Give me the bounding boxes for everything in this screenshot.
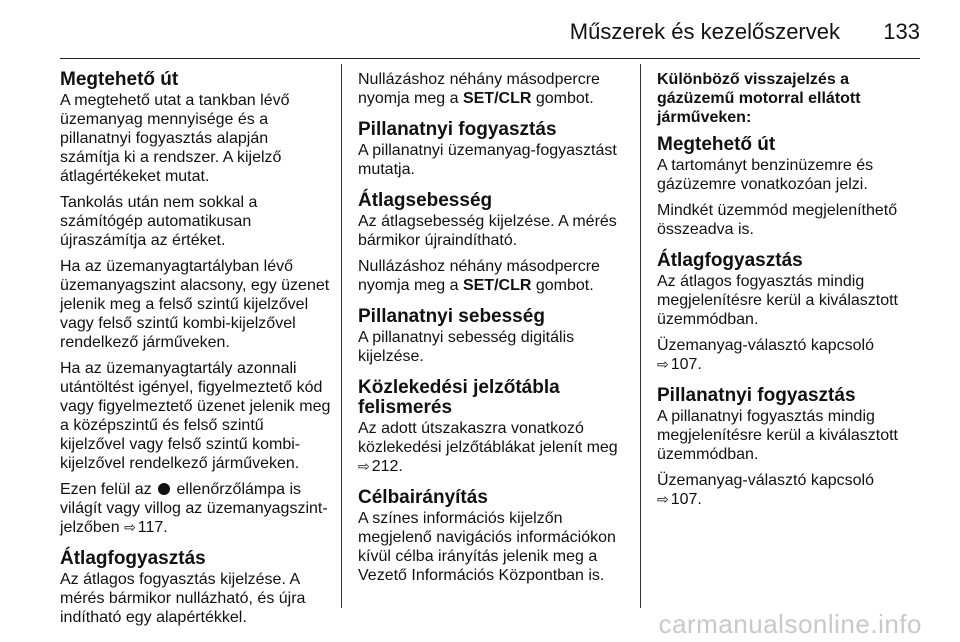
paragraph: Mindkét üzemmód megjeleníthető összeadva is. [657,202,898,238]
text: Üzemanyag-választó kapcsoló [657,472,874,489]
paragraph: Az átlagsebesség kijelzése. A mérés bármikor újraindítható. [358,213,617,249]
heading-average-consumption: Átlagfogyasztás [60,548,206,569]
section-instant-consumption [358,120,628,179]
section-reset-note [358,70,628,108]
fuel-warning-lamp-icon [158,483,170,495]
heading-average-consumption: Átlagfogyasztás [657,250,803,271]
paragraph: A színes információs kijelzőn megjelenő navigációs információkon kívül célba irányítás jelenik meg a Vezető Információs Központban is. [358,510,616,584]
paragraph: A pillanatnyi üzemanyag-fogyasztást mutatja. [358,142,617,178]
page-reference[interactable]: 107. [670,491,702,508]
heading-route-guidance: Célbairányítás [358,487,488,508]
text: Nullázáshoz néhány másodpercre nyomja meg a [358,71,600,107]
paragraph [358,257,628,295]
section-route-guidance [358,488,628,585]
text: Nullázáshoz néhány másodpercre nyomja meg a [358,258,600,294]
section-average-speed [358,191,628,295]
text: gombot. [535,277,594,294]
paragraph [358,419,628,476]
text: gombot. [535,90,594,107]
page-number: 133 [883,19,920,44]
chapter-title: Műszerek és kezelőszervek [569,19,840,44]
page-reference-arrow-icon: ⇨ [124,519,136,535]
heading-traffic-sign-recognition: Közlekedési jelzőtábla felismerés [358,377,560,418]
paragraph [657,471,927,509]
text: Az adott útszakaszra vonatkozó közlekedési jelzőtáblákat jelenít meg [358,420,618,456]
heading-average-speed: Átlagsebesség [358,190,493,211]
page-reference[interactable]: 212. [371,458,403,475]
page-reference-arrow-icon: ⇨ [657,356,669,372]
paragraph: Ha az üzemanyagtartály azonnali utántöltést igényel, figyelmeztető kód vagy figyelmeztető üzenet jelenik meg a középszintű és felső szintű kijelzővel vagy felső szintű kombi-kijelzővel rendelkező járműveken. [60,360,331,472]
text: Üzemanyag-választó kapcsoló [657,337,874,354]
heading-lpg-vehicles: Különböző visszajelzés a gázüzemű motorral ellátott járműveken: [657,71,861,126]
section-instant-speed [358,307,628,366]
paragraph [60,480,332,537]
column-divider [341,64,342,608]
button-name: SET/CLR [462,277,532,294]
section-average-consumption [60,549,332,627]
page-reference-arrow-icon: ⇨ [657,491,669,507]
heading-instant-speed: Pillanatnyi sebesség [358,306,545,327]
watermark: carmanualsonline.info [658,609,922,639]
paragraph: Tankolás után nem sokkal a számítógép automatikusan újraszámítja az értéket. [60,194,258,249]
section-range-lpg [657,135,927,239]
column-3 [657,70,927,521]
section-range [60,70,332,537]
heading-range: Megtehető út [657,134,776,155]
heading-range: Megtehető út [60,69,179,90]
paragraph [657,336,927,374]
paragraph: Ha az üzemanyagtartályban lévő üzemanyagszint alacsony, egy üzenet jelenik meg a felső szintű kijelzővel vagy felső szintű kombi-kijelzővel rendelkező járműveken. [60,258,330,351]
button-name: SET/CLR [462,90,532,107]
page-header [60,18,920,48]
section-instant-consumption-lpg [657,386,927,509]
paragraph [358,70,628,108]
column-divider [640,64,641,608]
heading-instant-consumption: Pillanatnyi fogyasztás [358,119,557,140]
page-reference[interactable]: 107. [670,356,702,373]
page-reference-arrow-icon: ⇨ [358,458,370,474]
paragraph: Az átlagos fogyasztás kijelzése. A mérés bármikor nullázható, és újra indítható egy alapértékkel. [60,571,306,626]
column-1 [60,70,332,639]
heading-instant-consumption: Pillanatnyi fogyasztás [657,385,856,406]
paragraph: A tartományt benzinüzemre és gázüzemre vonatkozóan jelzi. [657,157,874,193]
column-2 [358,70,628,597]
paragraph: Az átlagos fogyasztás mindig megjelenítésre kerül a kiválasztott üzemmódban. [657,273,898,328]
paragraph: A pillanatnyi fogyasztás mindig megjelenítésre kerül a kiválasztott üzemmódban. [657,408,898,463]
paragraph: A pillanatnyi sebesség digitális kijelzése. [358,329,575,365]
text: Ezen felül az [60,481,152,498]
section-average-consumption-lpg [657,251,927,374]
paragraph: A megtehető utat a tankban lévő üzemanyag mennyisége és a pillanatnyi fogyasztás alapján számítja ki a rendszer. A kijelző átlagértékeket mutat. [60,92,290,185]
section-traffic-sign-recognition [358,378,628,476]
text: ellenőrzőlámpa is világít vagy villog az üzemanyagszint-jelzőben [60,481,328,536]
page-reference[interactable]: 117. [137,519,168,536]
header-rule [60,58,920,59]
